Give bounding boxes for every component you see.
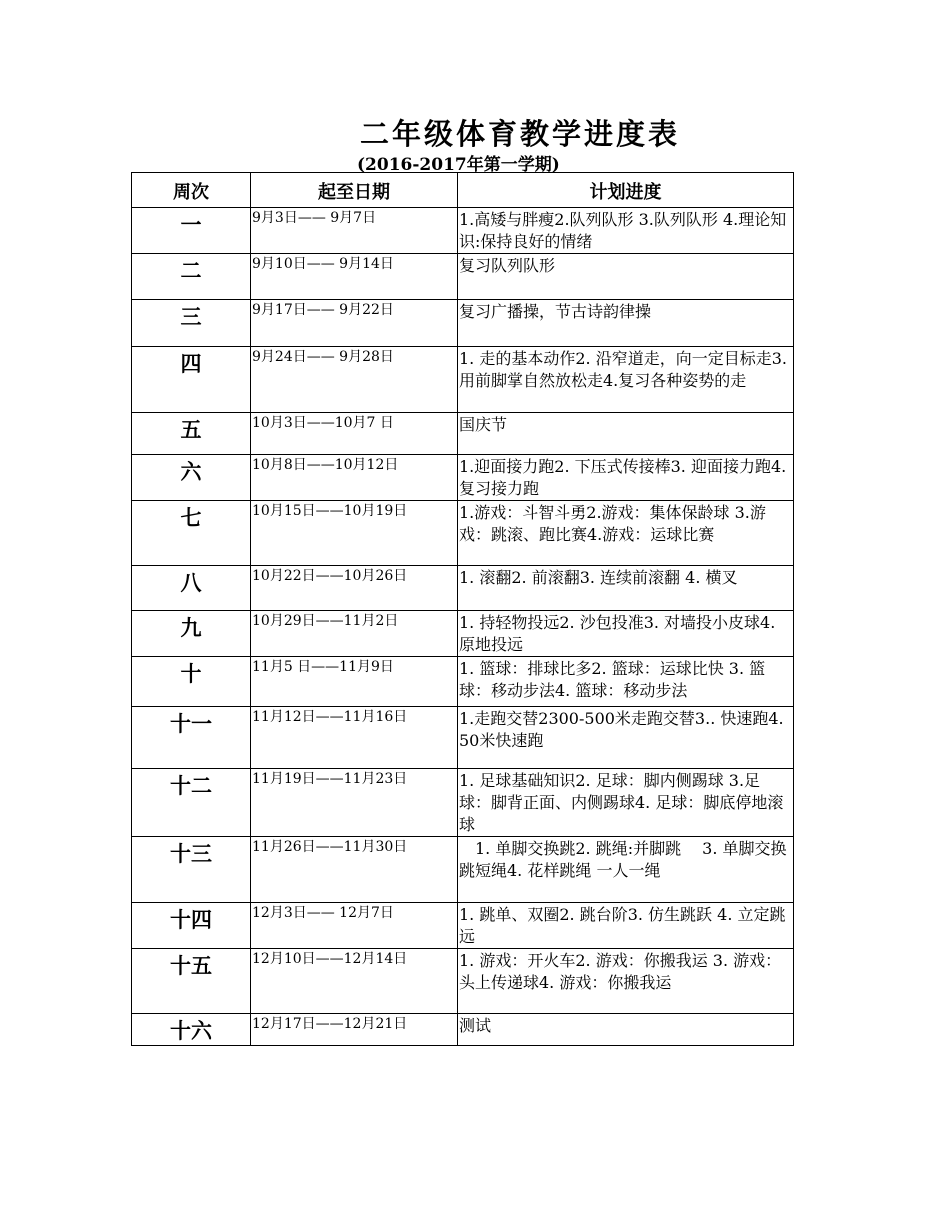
plan-cell: 国庆节 bbox=[458, 413, 794, 455]
table-row bbox=[132, 949, 794, 1014]
table-row bbox=[132, 413, 794, 455]
dates-cell: 10月3日——10月7 日 bbox=[251, 413, 458, 455]
dates-cell: 9月24日—— 9月28日 bbox=[251, 347, 458, 413]
dates-cell: 11月12日——11月16日 bbox=[251, 707, 458, 769]
week-cell: 五 bbox=[132, 413, 251, 455]
week-cell: 九 bbox=[132, 611, 251, 657]
header-week: 周次 bbox=[132, 173, 251, 208]
dates-cell: 11月19日——11月23日 bbox=[251, 769, 458, 837]
table-row bbox=[132, 455, 794, 501]
header-row bbox=[132, 173, 794, 208]
plan-cell: 1. 单脚交换跳2. 跳绳:并脚跳 3. 单脚交换跳短绳4. 花样跳绳 一人一绳 bbox=[458, 837, 794, 903]
week-cell: 十二 bbox=[132, 769, 251, 837]
week-cell: 二 bbox=[132, 254, 251, 300]
table-row bbox=[132, 1014, 794, 1046]
week-cell: 十 bbox=[132, 657, 251, 707]
dates-cell: 12月10日——12月14日 bbox=[251, 949, 458, 1014]
table-row bbox=[132, 300, 794, 347]
plan-cell: 测试 bbox=[458, 1014, 794, 1046]
plan-cell: 复习广播操，节古诗韵律操 bbox=[458, 300, 794, 347]
plan-cell: 1.游戏：斗智斗勇2.游戏：集体保龄球 3.游戏：跳滚、跑比赛4.游戏：运球比赛 bbox=[458, 501, 794, 566]
table-row bbox=[132, 903, 794, 949]
plan-cell: 1. 跳单、双圈2. 跳台阶3. 仿生跳跃 4. 立定跳远 bbox=[458, 903, 794, 949]
schedule-table bbox=[131, 172, 794, 1046]
document-subtitle: (2016-2017年第一学期) bbox=[357, 155, 560, 175]
week-cell: 十三 bbox=[132, 837, 251, 903]
dates-cell: 11月5 日——11月9日 bbox=[251, 657, 458, 707]
week-cell: 六 bbox=[132, 455, 251, 501]
plan-cell: 1. 走的基本动作2. 沿窄道走，向一定目标走3. 用前脚掌自然放松走4.复习各种姿势的走 bbox=[458, 347, 794, 413]
dates-cell: 12月17日——12月21日 bbox=[251, 1014, 458, 1046]
plan-cell: 1. 滚翻2. 前滚翻3. 连续前滚翻 4. 横叉 bbox=[458, 566, 794, 611]
table-row bbox=[132, 769, 794, 837]
dates-cell: 10月8日——10月12日 bbox=[251, 455, 458, 501]
table-row bbox=[132, 837, 794, 903]
plan-cell: 1. 足球基础知识2. 足球：脚内侧踢球 3.足球：脚背正面、内侧踢球4. 足球：脚底停地滚球 bbox=[458, 769, 794, 837]
plan-cell: 复习队列队形 bbox=[458, 254, 794, 300]
plan-cell: 1.迎面接力跑2. 下压式传接棒3. 迎面接力跑4. 复习接力跑 bbox=[458, 455, 794, 501]
table-row bbox=[132, 254, 794, 300]
dates-cell: 10月22日——10月26日 bbox=[251, 566, 458, 611]
week-cell: 十一 bbox=[132, 707, 251, 769]
table-row bbox=[132, 347, 794, 413]
table-row bbox=[132, 707, 794, 769]
week-cell: 七 bbox=[132, 501, 251, 566]
plan-cell: 1. 持轻物投远2. 沙包投准3. 对墙投小皮球4. 原地投远 bbox=[458, 611, 794, 657]
week-cell: 八 bbox=[132, 566, 251, 611]
plan-cell: 1. 游戏：开火车2. 游戏：你搬我运 3. 游戏：头上传递球4. 游戏：你搬我运 bbox=[458, 949, 794, 1014]
header-dates: 起至日期 bbox=[251, 173, 458, 208]
dates-cell: 9月17日—— 9月22日 bbox=[251, 300, 458, 347]
table-row bbox=[132, 501, 794, 566]
header-plan: 计划进度 bbox=[458, 173, 794, 208]
plan-cell: 1.高矮与胖瘦2.队列队形 3.队列队形 4.理论知识:保持良好的情绪 bbox=[458, 208, 794, 254]
plan-cell: 1. 篮球：排球比多2. 篮球：运球比快 3. 篮球：移动步法4. 篮球：移动步法 bbox=[458, 657, 794, 707]
dates-cell: 9月10日—— 9月14日 bbox=[251, 254, 458, 300]
dates-cell: 10月15日——10月19日 bbox=[251, 501, 458, 566]
document-title: 二年级体育教学进度表 bbox=[359, 117, 680, 151]
dates-cell: 10月29日——11月2日 bbox=[251, 611, 458, 657]
table-row bbox=[132, 611, 794, 657]
table-row bbox=[132, 208, 794, 254]
table-row bbox=[132, 566, 794, 611]
plan-cell: 1.走跑交替2300-500米走跑交替3.. 快速跑4. 50米快速跑 bbox=[458, 707, 794, 769]
week-cell: 十六 bbox=[132, 1014, 251, 1046]
dates-cell: 11月26日——11月30日 bbox=[251, 837, 458, 903]
dates-cell: 9月3日—— 9月7日 bbox=[251, 208, 458, 254]
week-cell: 三 bbox=[132, 300, 251, 347]
week-cell: 一 bbox=[132, 208, 251, 254]
dates-cell: 12月3日—— 12月7日 bbox=[251, 903, 458, 949]
week-cell: 四 bbox=[132, 347, 251, 413]
week-cell: 十五 bbox=[132, 949, 251, 1014]
week-cell: 十四 bbox=[132, 903, 251, 949]
table-row bbox=[132, 657, 794, 707]
